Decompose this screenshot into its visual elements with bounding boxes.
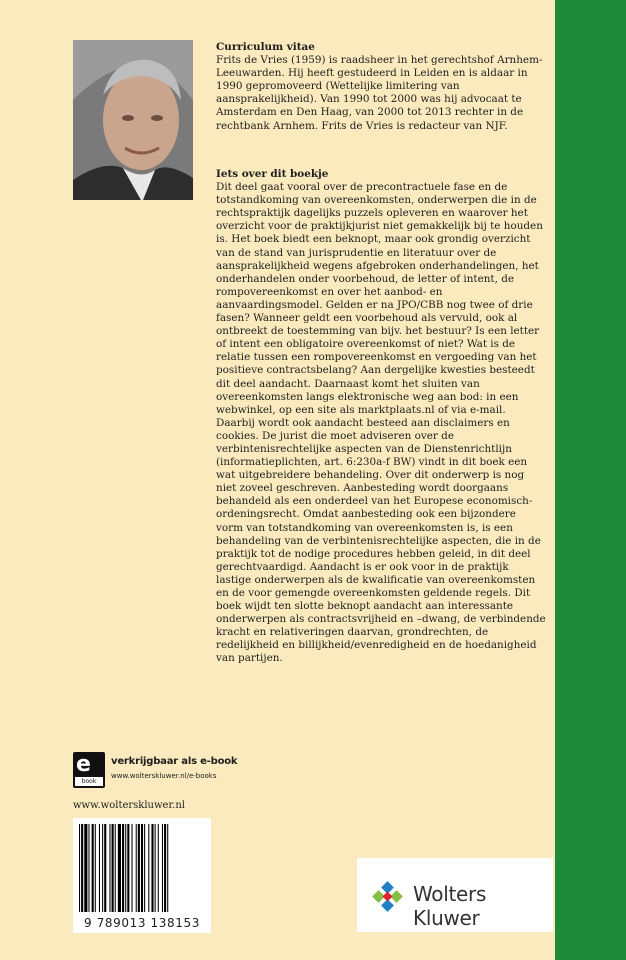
about-section	[216, 168, 546, 666]
about-text: Dit deel gaat vooral over de precontractuele fase en de totstandkoming van overeenkomsten, onderwerpen die in de rechtspraktijk dagelijks puzzels opleveren en waarover het overzicht voor de praktijkjurist niet gemakkelijk bij te houden is. Het boek biedt een beknopt, maar ook grondig overzicht van de stand van jurisprudentie en literatuur over de aansprakelijkheid wegens afgebroken onderhandelingen, het onderhandelen onder voorbehoud, de letter of intent, de rompovereenkomst en over het aanbod- en aanvaardingsmodel. Gelden er na JPO/CBB nog twee of drie fasen? Wanneer geldt een voorbehoud als vervuld, ook al ontbreekt de toestemming van bijv. het bestuur? Is een letter of intent een obligatoire overeenkomst of niet? Wat is de relatie tussen een rompovereenkomst en vergoeding van het positieve contractsbelang? Aan dergelijke kwesties besteedt dit deel aandacht. Daarnaast komt het sluiten van overeenkomsten langs elektronische weg aan bod: in een webwinkel, op een site als marktplaats.nl of via e-mail. Daarbij wordt ook aandacht besteed aan disclaimers en cookies. De jurist die moet adviseren over de verbintenisrechtelijke aspecten van de Dienstenrichtlijn (informatieplichten, art. 6:230a-f BW) vindt in dit boek een wat uitgebreidere behandeling. Over dit onderwerp is nog niet zoveel geschreven. Aanbesteding wordt doorgaans behandeld als een onderdeel van het Europese economisch-ordeningsrecht. Omdat aanbesteding ook een bijzondere vorm van totstandkoming van overeenkomsten is, is een behandeling van de verbintenisrechtelijke aspecten, die in de praktijk tot de nodige procedures hebben geleid, in dit deel gerechtvaardigd. Aandacht is er ook voor in de praktijk lastige onderwerpen als de kwalificatie van overeenkomsten en de voor gemengde overeenkomsten geldende regels. Dit boek wijdt ten slotte beknopt aandacht aan interessante onderwerpen als contractsvrijheid en –dwang, de verbindende kracht en relativeringen daarvan, grondrechten, de redelijkheid en billijkheid/evenredigheid en de hoedanigheid van partijen.	[216, 181, 546, 665]
ebook-icon-caption: book	[75, 777, 103, 786]
author-photo	[73, 40, 193, 200]
wolters-kluwer-logo-icon	[371, 879, 405, 913]
cv-section	[216, 41, 546, 133]
ebook-url[interactable]: www.wolterskluwer.nl/e-books	[111, 772, 217, 780]
about-heading: Iets over dit boekje	[216, 168, 329, 180]
publisher-logo	[357, 858, 553, 932]
cv-heading: Curriculum vitae	[216, 41, 315, 53]
ebook-icon-letter: e	[76, 752, 91, 777]
ebook-notice	[73, 752, 273, 788]
isbn-number: 9 789013 138153	[84, 916, 200, 930]
green-side-strip	[555, 0, 626, 960]
publisher-name: Wolters Kluwer	[413, 882, 487, 930]
isbn-barcode	[73, 818, 211, 933]
barcode-bars	[79, 824, 205, 912]
cv-text: Frits de Vries (1959) is raadsheer in het gerechtshof Arnhem-Leeuwarden. Hij heeft gestudeerd in Leiden en is aldaar in 1990 gepromoveerd (Wettelijke limitering van aansprakelijkheid). Van 1990 tot 2000 was hij advocaat te Amsterdam en Den Haag, van 2000 tot 2013 rechter in de rechtbank Arnhem. Frits de Vries is redacteur van NJF.	[216, 54, 543, 132]
website-url[interactable]: www.wolterskluwer.nl	[73, 800, 185, 811]
ebook-title: verkrijgbaar als e-book	[111, 756, 238, 767]
ebook-icon	[73, 752, 105, 788]
